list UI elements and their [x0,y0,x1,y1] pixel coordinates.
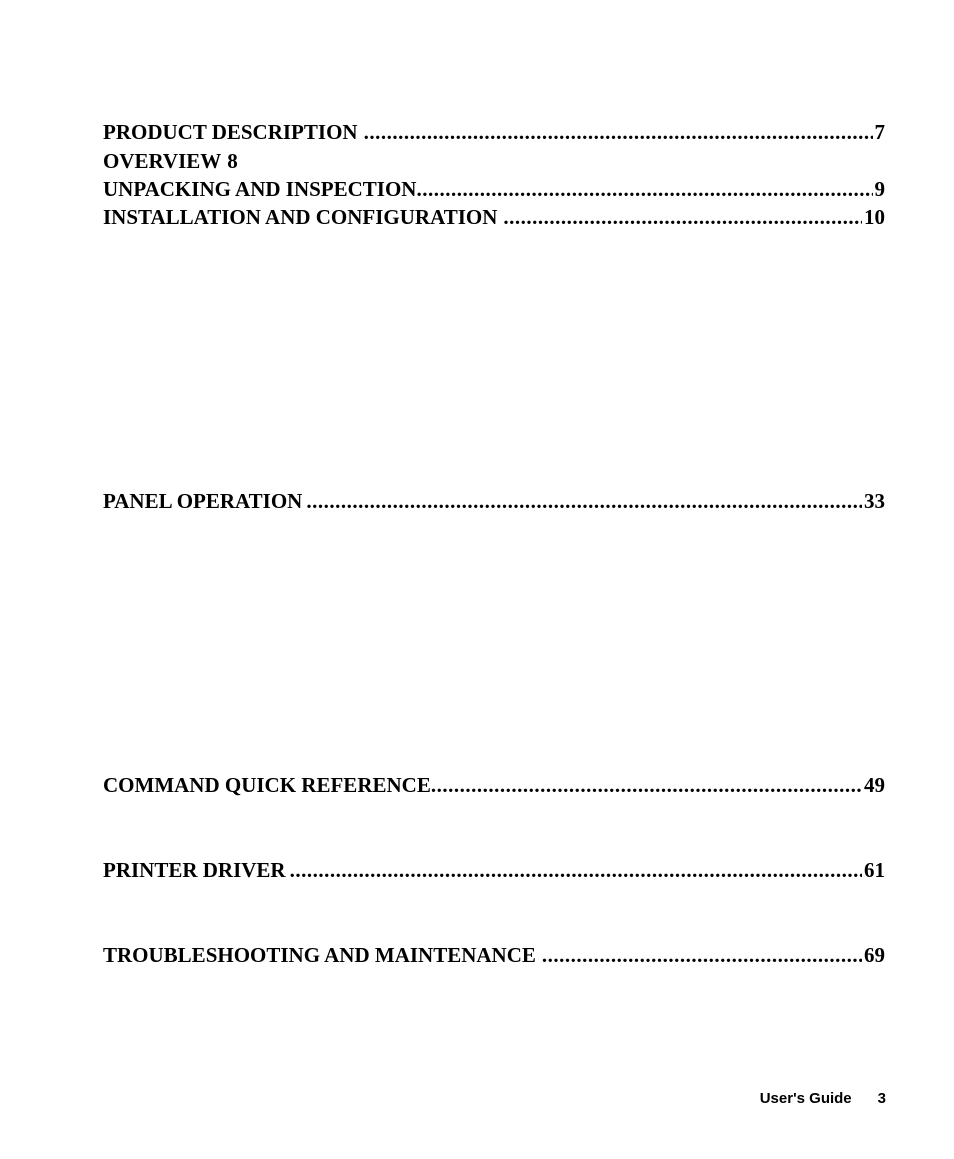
toc-entry-page-number: 61 [864,858,885,882]
toc-entry-title: PRINTER DRIVER [103,858,286,882]
page-footer [760,1089,886,1109]
toc-entry-title: OVERVIEW [103,149,222,173]
toc-dot-leader [416,175,872,203]
toc-entry-title: PANEL OPERATION [103,489,303,513]
toc-entry-page-number: 7 [874,120,885,144]
toc-dot-leader [503,203,862,231]
toc-entry-panel-operation[interactable] [103,487,885,515]
toc-entry-printer-driver[interactable] [103,856,885,884]
toc-dot-leader [542,941,862,969]
toc-dot-leader [306,487,862,515]
toc-entry-page-number: 10 [864,205,885,229]
toc-entry-title: PRODUCT DESCRIPTION [103,120,358,144]
toc-dot-leader [364,118,873,146]
toc-entry-troubleshooting-and-maintenance[interactable] [103,941,885,969]
toc-entry-installation-and-configuration[interactable] [103,203,885,231]
toc-dot-leader [290,856,862,884]
toc-entry-page-number: 69 [864,943,885,967]
toc-entry-overview[interactable] [103,147,885,175]
toc-entry-page-number: 49 [864,773,885,797]
toc-entry-command-quick-reference[interactable] [103,771,885,799]
footer-page-number: 3 [877,1090,886,1107]
toc-entry-title: TROUBLESHOOTING AND MAINTENANCE [103,943,536,967]
toc-entry-title: INSTALLATION AND CONFIGURATION [103,205,498,229]
toc-entry-page-number: 33 [864,489,885,513]
toc-entry-unpacking-and-inspection[interactable] [103,175,885,203]
toc-entry-title: COMMAND QUICK REFERENCE [103,773,431,797]
footer-guide-label: User's Guide [759,1090,852,1107]
toc-dot-leader [431,771,862,799]
toc-entry-page-number: 9 [874,177,885,201]
toc-entry-page-number: 8 [227,149,238,173]
toc-entry-title: UNPACKING AND INSPECTION [103,177,417,201]
toc-entry-product-description[interactable] [103,118,885,146]
